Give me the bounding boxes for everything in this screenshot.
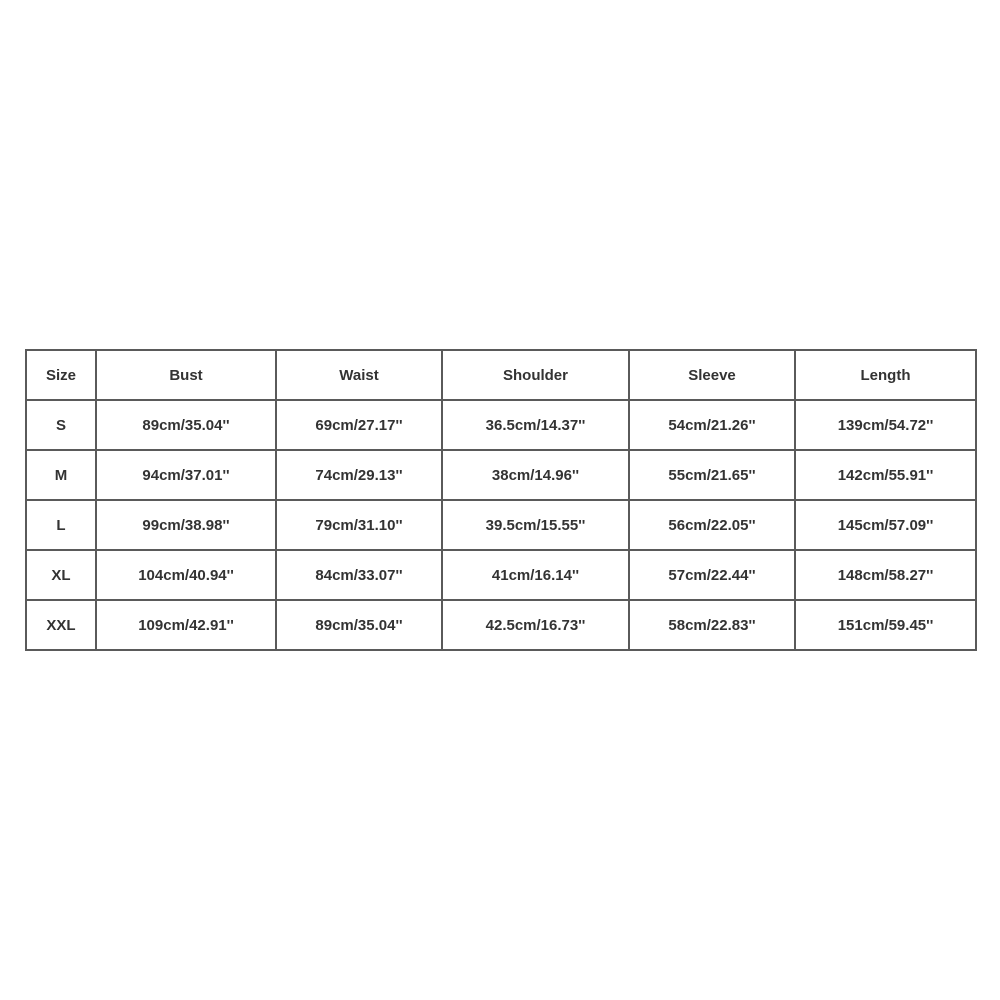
- cell-bust: 104cm/40.94'': [96, 550, 276, 600]
- cell-length: 148cm/58.27'': [795, 550, 976, 600]
- cell-sleeve: 58cm/22.83'': [629, 600, 795, 650]
- table-row: [26, 400, 976, 450]
- cell-shoulder: 42.5cm/16.73'': [442, 600, 629, 650]
- cell-waist: 89cm/35.04'': [276, 600, 442, 650]
- header-size: Size: [26, 350, 96, 400]
- header-sleeve: Sleeve: [629, 350, 795, 400]
- cell-bust: 109cm/42.91'': [96, 600, 276, 650]
- cell-length: 145cm/57.09'': [795, 500, 976, 550]
- header-bust: Bust: [96, 350, 276, 400]
- cell-size: M: [26, 450, 96, 500]
- header-waist: Waist: [276, 350, 442, 400]
- cell-shoulder: 39.5cm/15.55'': [442, 500, 629, 550]
- cell-length: 151cm/59.45'': [795, 600, 976, 650]
- cell-waist: 69cm/27.17'': [276, 400, 442, 450]
- cell-shoulder: 41cm/16.14'': [442, 550, 629, 600]
- table-row: [26, 600, 976, 650]
- cell-shoulder: 38cm/14.96'': [442, 450, 629, 500]
- cell-bust: 94cm/37.01'': [96, 450, 276, 500]
- table-row: [26, 450, 976, 500]
- cell-waist: 84cm/33.07'': [276, 550, 442, 600]
- table-row: [26, 500, 976, 550]
- cell-shoulder: 36.5cm/14.37'': [442, 400, 629, 450]
- size-chart-table: [25, 349, 977, 651]
- header-row: [26, 350, 976, 400]
- table-row: [26, 550, 976, 600]
- cell-waist: 79cm/31.10'': [276, 500, 442, 550]
- cell-size: XL: [26, 550, 96, 600]
- cell-length: 139cm/54.72'': [795, 400, 976, 450]
- cell-size: L: [26, 500, 96, 550]
- cell-bust: 99cm/38.98'': [96, 500, 276, 550]
- header-shoulder: Shoulder: [442, 350, 629, 400]
- header-length: Length: [795, 350, 976, 400]
- cell-sleeve: 55cm/21.65'': [629, 450, 795, 500]
- cell-waist: 74cm/29.13'': [276, 450, 442, 500]
- cell-sleeve: 57cm/22.44'': [629, 550, 795, 600]
- cell-size: XXL: [26, 600, 96, 650]
- cell-length: 142cm/55.91'': [795, 450, 976, 500]
- cell-size: S: [26, 400, 96, 450]
- cell-bust: 89cm/35.04'': [96, 400, 276, 450]
- cell-sleeve: 54cm/21.26'': [629, 400, 795, 450]
- cell-sleeve: 56cm/22.05'': [629, 500, 795, 550]
